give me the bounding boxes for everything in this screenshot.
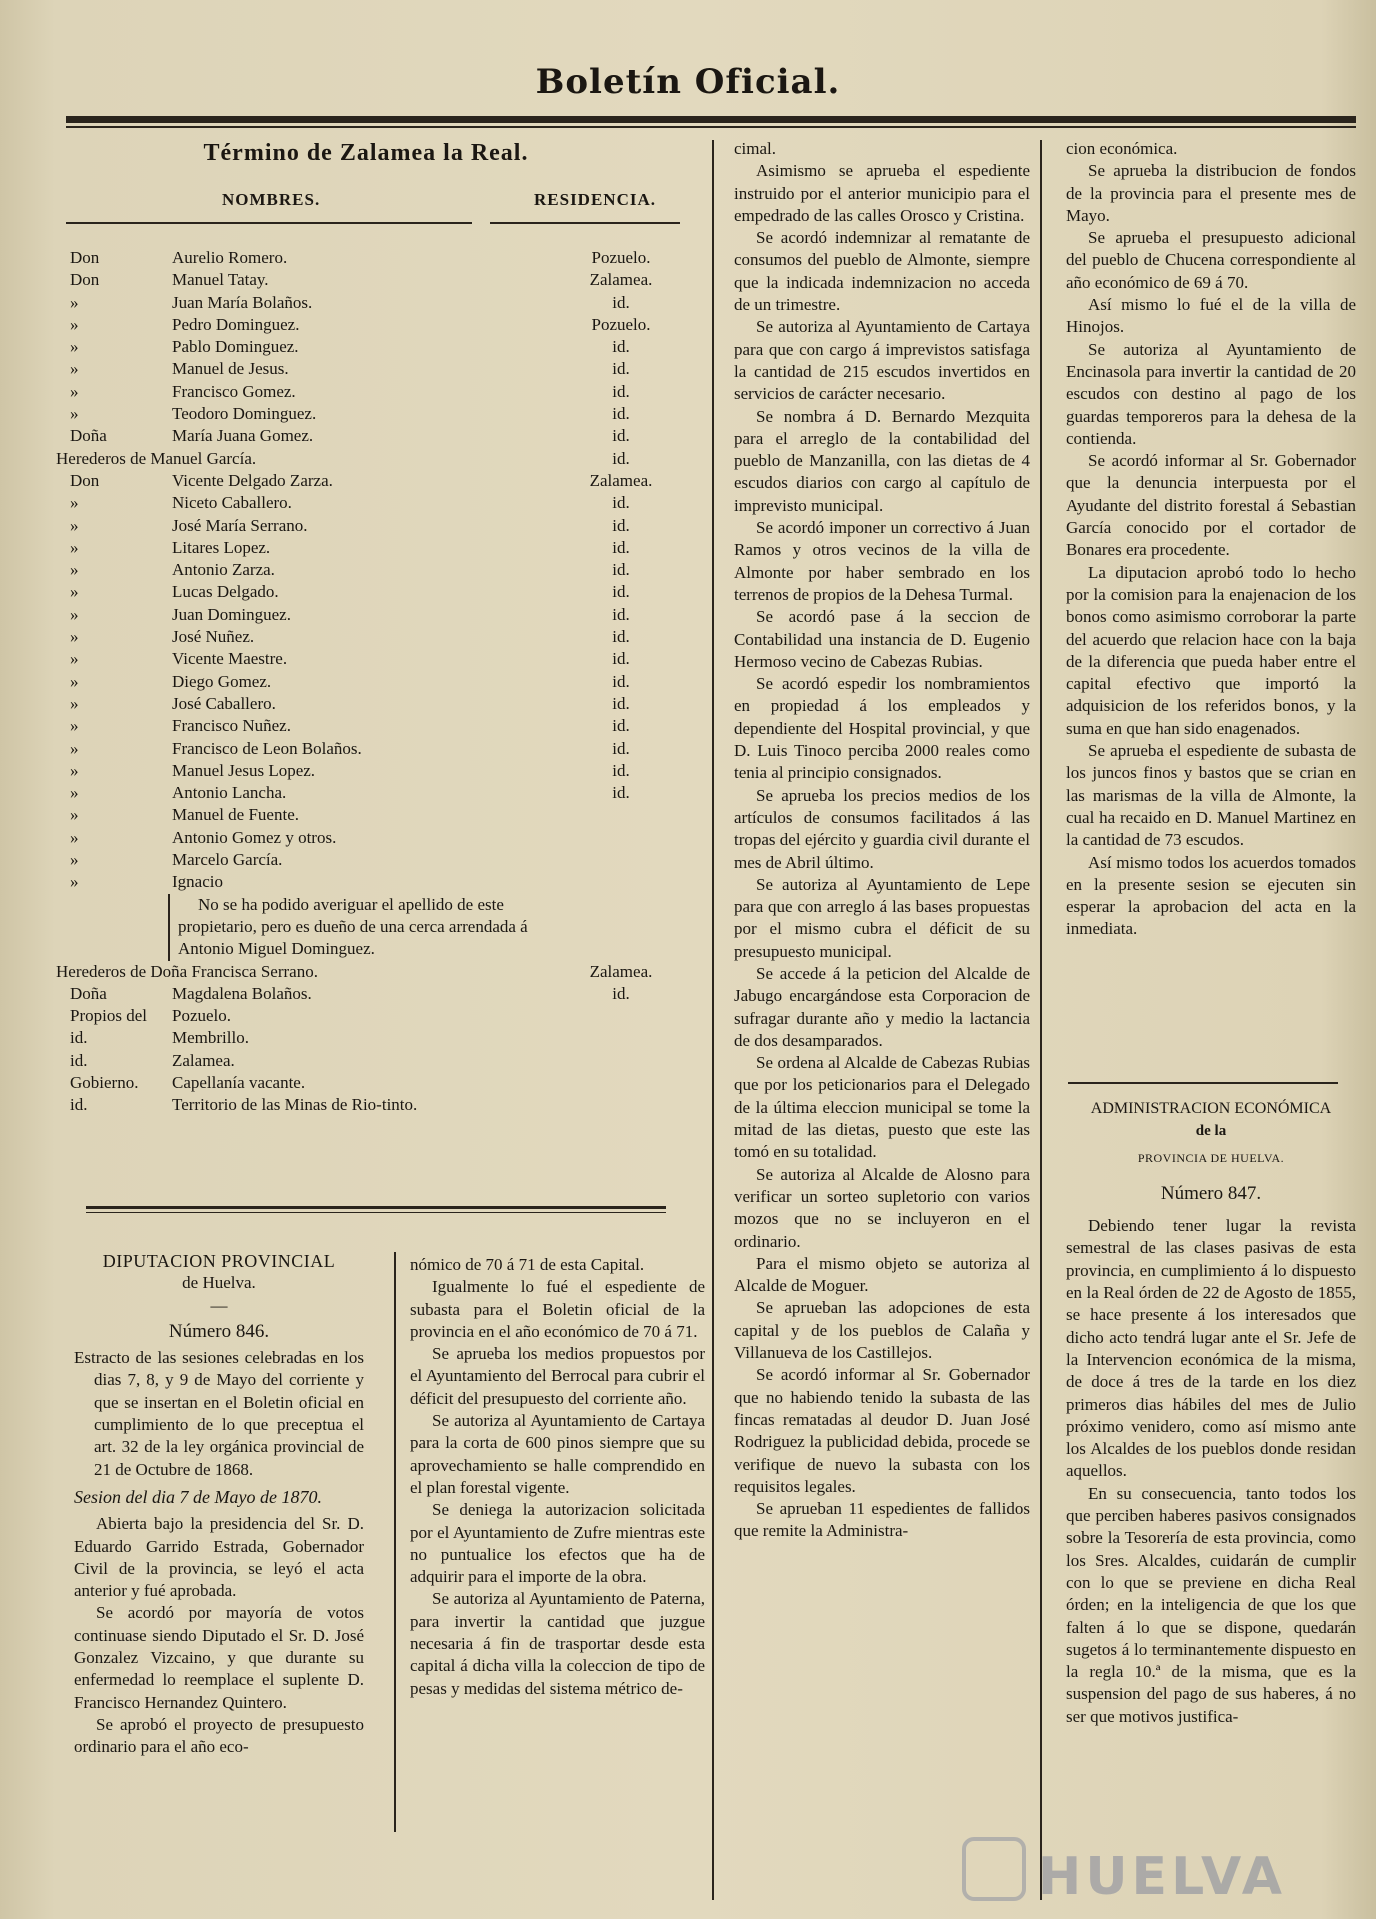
owner-residence: id.	[612, 359, 630, 379]
owner-row	[56, 1027, 696, 1049]
owner-name: Pozuelo.	[172, 1006, 232, 1026]
owner-row	[56, 693, 696, 715]
owner-full: Herederos de Doña Francisca Serrano.	[56, 961, 318, 981]
owner-row	[56, 269, 696, 291]
owner-name: Vicente Delgado Zarza.	[172, 470, 333, 490]
owner-title: Propios del	[70, 1006, 147, 1026]
owner-row	[56, 1094, 696, 1116]
paragraph: Se acordó pase á la seccion de Contabilidad una instancia de D. Eugenio Hermoso vecino de Cabezas Rubias.	[734, 607, 1030, 671]
owner-name: Zalamea.	[172, 1050, 235, 1070]
paragraph: Se autoriza al Ayuntamiento de Encinasola para invertir la cantidad de 20 escudos con destino al pago de los guardas temporeros para la dehesa de la contienda.	[1066, 339, 1356, 448]
paragraph: Se acordó imponer un correctivo á Juan Ramos y otros vecinos de la villa de Almonte por haber sembrado en los terrenos de propios de la Dehesa Turmal.	[734, 518, 1030, 604]
paragraph: Se ordena al Alcalde de Cabezas Rubias que por los peticionarios para el Delegado de la última eleccion municipal se tome la mitad de las dietas, puesto que este las tomó en su totalidad.	[734, 1053, 1030, 1162]
owner-title: Doña	[70, 426, 107, 446]
library-stamp: HUELVA	[1037, 1847, 1286, 1907]
section-title: Término de Zalamea la Real.	[203, 140, 529, 166]
paragraph: Para el mismo objeto se autoriza al Alcalde de Moguer.	[734, 1253, 1030, 1296]
owner-name: José Caballero.	[172, 693, 276, 713]
owner-title: »	[70, 738, 79, 758]
owner-row	[56, 336, 696, 358]
administracion-section	[1066, 1098, 1356, 1728]
owner-row	[56, 961, 696, 983]
owner-name: Membrillo.	[172, 1028, 249, 1048]
owner-row	[56, 804, 696, 826]
owner-name: Niceto Caballero.	[172, 493, 292, 513]
owner-name: Pablo Dominguez.	[172, 337, 299, 357]
paragraph: Debiendo tener lugar la revista semestral de las clases pasivas de esta provincia, en cumplimiento á lo dispuesto en la Real órden de 22 de Agosto de 1855, se hace presente á los interesados que dicho acto tendrá lugar ante el Sr. Jefe de la Intervencion económica de la misma, de doce á tres de la tarde en los diez primeros dias hábiles del mes de Julio próximo venidero, como así mismo ante los Alcaldes de los pueblos donde residan aquellos.	[1066, 1216, 1356, 1481]
owner-name: Francisco Nuñez.	[172, 716, 291, 736]
owner-row	[56, 515, 696, 537]
owner-title: »	[70, 671, 79, 691]
owner-title: Gobierno.	[70, 1072, 139, 1092]
paragraph: Abierta bajo la presidencia del Sr. D. Eduardo Garrido Estrada, Gobernador Civil de la provincia, se leyó el acta anterior y fué aprobada.	[74, 1514, 364, 1601]
owner-residence: id.	[612, 671, 630, 691]
owner-title: »	[70, 381, 79, 401]
owner-name: Francisco Gomez.	[172, 381, 296, 401]
owner-residence: id.	[612, 627, 630, 647]
paragraph: Se acordó por mayoría de votos continuase siendo Diputado el Sr. D. José Gonzalez Vizcaino, y que durante su enfermedad lo reemplace el suplente D. Francisco Hernandez Quintero.	[74, 1603, 364, 1712]
paragraph: cimal.	[734, 139, 777, 158]
diputacion-column-1	[74, 1250, 364, 1759]
owner-title: »	[70, 827, 79, 847]
owner-name: Lucas Delgado.	[172, 582, 279, 602]
owner-row	[56, 604, 696, 626]
paragraph: Se aprueba el presupuesto adicional del pueblo de Chucena correspondiente al año económico de 69 á 70.	[1066, 228, 1356, 292]
owner-title: »	[70, 604, 79, 624]
owner-row	[56, 849, 696, 871]
paragraph: Se acordó informar al Sr. Gobernador que la denuncia interpuesta por el Ayudante del distrito forestal á Sebastian García conocido por el cortador de Bonares era procedente.	[1066, 451, 1356, 560]
owner-row	[56, 247, 696, 269]
paragraph: cion económica.	[1066, 139, 1178, 158]
owner-row	[56, 738, 696, 760]
owner-row	[56, 715, 696, 737]
owner-row	[56, 626, 696, 648]
paragraph: Así mismo lo fué el de la villa de Hinojos.	[1066, 295, 1356, 337]
owner-residence: id.	[612, 493, 630, 513]
notice-number: Número 846.	[168, 1320, 270, 1342]
owner-name: Antonio Lancha.	[172, 783, 287, 803]
owner-name: Antonio Zarza.	[172, 560, 275, 580]
owner-row	[56, 381, 696, 403]
owner-row	[56, 470, 696, 492]
owner-residence: id.	[612, 292, 630, 312]
owner-title: »	[70, 314, 79, 334]
paragraph: Se aprueba los precios medios de los artículos de consumos facilitados á las tropas del ejército y guardia civil durante el mes de Abril último.	[734, 785, 1030, 872]
paragraph: Se autoriza al Ayuntamiento de Cartaya para que con cargo á imprevistos satisfaga la cantidad de 215 escudos invertidos en servicios de carácter necesario.	[734, 317, 1030, 404]
owner-row	[56, 403, 696, 425]
owner-title: »	[70, 292, 79, 312]
section-separator	[86, 1206, 666, 1209]
paragraph: Se autoriza al Ayuntamiento de Paterna, para invertir la cantidad que juzgue necesaria á fin de trasportar desde esta capital á dicha villa la coleccion de tipo de pesas y medidas del sistema métrico de-	[410, 1589, 705, 1698]
diputacion-subheading: de Huelva.	[182, 1273, 256, 1293]
section-separator	[1068, 1082, 1338, 1084]
owners-list	[56, 247, 696, 1117]
owner-row	[56, 581, 696, 603]
paragraph: Se aprueban 11 espedientes de fallidos que remite la Administra-	[734, 1499, 1030, 1541]
owner-row	[56, 448, 696, 470]
owner-title: »	[70, 515, 79, 535]
paragraph: Se aprobó el proyecto de presupuesto ordinario para el año eco-	[74, 1714, 364, 1757]
owner-residence: Zalamea.	[589, 961, 653, 981]
owner-residence: Zalamea.	[589, 270, 653, 290]
masthead-title: Boletín Oficial.	[535, 62, 841, 102]
diputacion-heading: DIPUTACION PROVINCIAL	[102, 1251, 336, 1271]
owner-title: »	[70, 805, 79, 825]
owner-row	[56, 983, 696, 1005]
owner-title: Don	[70, 470, 100, 490]
masthead-rule-thin	[66, 126, 1356, 128]
owner-residence: id.	[612, 381, 630, 401]
owner-name: Vicente Maestre.	[172, 649, 288, 669]
owner-residence: id.	[612, 983, 630, 1003]
owner-residence: id.	[612, 783, 630, 803]
owner-row	[56, 827, 696, 849]
owner-name: Marcelo García.	[172, 850, 283, 870]
owner-name: Magdalena Bolaños.	[172, 983, 312, 1003]
owner-title: »	[70, 560, 79, 580]
owner-row	[56, 559, 696, 581]
administracion-of: de la	[1195, 1123, 1227, 1140]
owner-full: Herederos de Manuel García.	[56, 448, 257, 468]
owner-name: Teodoro Dominguez.	[172, 404, 317, 424]
owner-row	[56, 292, 696, 314]
paragraph: Se acordó indemnizar al rematante de consumos del pueblo de Almonte, siempre que la indicada indemnizacion no acceda de un trimestre.	[734, 228, 1030, 315]
paragraph: Así mismo todos los acuerdos tomados en la presente sesion se ejecuten sin esperar la aprobacion del acta en la inmediata.	[1066, 852, 1356, 939]
paragraph: Se autoriza al Ayuntamiento de Cartaya para la corta de 600 pinos siempre que su aprovechamiento se halle comprendido en el plan forestal vigente.	[410, 1411, 705, 1497]
section-separator	[86, 1212, 666, 1213]
paragraph: Se deniega la autorizacion solicitada por el Ayuntamiento de Zufre mientras este no puntualice los efectos que ha de adquirir para el importe de la obra.	[410, 1500, 705, 1587]
owner-name: Ignacio	[172, 872, 223, 892]
owner-residence: id.	[612, 604, 630, 624]
paragraph: Asimismo se aprueba el espediente instruido por el anterior municipio para el empedrado de las calles Orosco y Cristina.	[734, 161, 1030, 225]
header-underline	[490, 222, 680, 224]
paragraph: Se accede á la peticion del Alcalde de Jabugo encargándose esta Corporacion de sufragar durante año y medio la lactancia de dos desamparados.	[734, 963, 1030, 1050]
owner-title: »	[70, 760, 79, 780]
owner-title: »	[70, 649, 79, 669]
notice-number: Número 847.	[1160, 1182, 1262, 1204]
owner-residence: id.	[612, 716, 630, 736]
owner-row	[56, 1005, 696, 1027]
owner-residence: id.	[612, 537, 630, 557]
library-stamp-icon	[962, 1837, 1026, 1901]
administracion-province: PROVINCIA DE HUELVA.	[1137, 1150, 1285, 1165]
owner-residence: Pozuelo.	[591, 314, 651, 334]
owner-title: »	[70, 582, 79, 602]
paragraph: En su consecuencia, tanto todos los que perciben haberes pasivos consignados sobre la Tesorería de esta provincia, como los Sres. Alcaldes, cuidarán de cumplir con lo que se previene en dicha Real órden; en la inteligencia de que los que falten á lo que se dispone, quedarán sugetos á lo terminantemente dispuesto en la regla 10.ª de la misma, que es la suspension del pago de sus haberes, á no ser que motivos justifica-	[1066, 1483, 1356, 1726]
paragraph: Se aprueba los medios propuestos por el Ayuntamiento del Berrocal para cubrir el déficit del presupuesto del corriente año.	[410, 1344, 705, 1408]
owner-residence: Zalamea.	[589, 470, 653, 490]
owner-title: »	[70, 359, 79, 379]
owner-title: »	[70, 627, 79, 647]
owner-title: id.	[70, 1095, 88, 1115]
owner-row	[56, 671, 696, 693]
owner-title: »	[70, 716, 79, 736]
column-divider	[712, 140, 714, 1900]
paragraph: Se acordó informar al Sr. Gobernador que no habiendo tenido la subasta de las fincas rematadas al deudor D. Juan José Rodriguez la publicidad debida, procede se verifique de nuevo la subasta con los requisitos legales.	[734, 1365, 1030, 1496]
owner-title: »	[70, 404, 79, 424]
owner-title: Don	[70, 248, 100, 267]
owner-name: Manuel de Jesus.	[172, 359, 289, 379]
owner-name: Juan Dominguez.	[172, 604, 291, 624]
owner-row	[56, 871, 696, 893]
owner-name: Juan María Bolaños.	[172, 292, 313, 312]
dash: —	[210, 1295, 228, 1315]
owner-name: Capellanía vacante.	[172, 1072, 306, 1092]
owner-title: »	[70, 493, 79, 513]
owner-row	[56, 358, 696, 380]
owner-residence: id.	[612, 649, 630, 669]
owner-row	[56, 1072, 696, 1094]
owner-residence: Pozuelo.	[591, 248, 651, 267]
owner-name: Manuel Tatay.	[172, 270, 269, 290]
column-header-names: NOMBRES.	[222, 190, 321, 209]
paragraph: La diputacion aprobó todo lo hecho por la comision para la enajenacion de los bonos como asimismo corroborar la parte del acuerdo que relacion hace con la baja de la diferencia que pueda haber entre el capital efectivo que importó la adquisicion de los referidos bonos, y la suma en que han sido enagenados.	[1066, 562, 1356, 738]
paragraph: Se acordó espedir los nombramientos en propiedad á los empleados y dependiente del Hospital provincial, y que D. Luis Tinoco perciba 2000 reales como tenia al principio consignados.	[734, 674, 1030, 783]
owner-row	[56, 537, 696, 559]
diputacion-column-2	[410, 1254, 705, 1700]
owner-title: »	[70, 872, 79, 892]
owner-row	[56, 314, 696, 336]
owner-name: José María Serrano.	[172, 515, 308, 535]
owner-name: Diego Gomez.	[172, 671, 272, 691]
owner-title: »	[70, 693, 79, 713]
owner-residence: id.	[612, 404, 630, 424]
extract-text: Estracto de las sesiones celebradas en los dias 7, 8, y 9 de Mayo del corriente y que se insertan en el Boletin oficial en cumplimiento de lo que preceptua el art. 32 de la ley orgánica provincial de 21 de Octubre de 1868.	[74, 1348, 364, 1479]
paragraph: Se aprueba la distribucion de fondos de la provincia para el presente mes de Mayo.	[1066, 161, 1356, 225]
session-title: Sesion del dia 7 de Mayo de 1870.	[74, 1486, 322, 1507]
owner-name: Territorio de las Minas de Rio-tinto.	[172, 1095, 418, 1115]
owner-name: Antonio Gomez y otros.	[172, 827, 337, 847]
owner-row	[56, 425, 696, 447]
owner-residence: id.	[612, 337, 630, 357]
column-header-residence: RESIDENCIA.	[534, 190, 656, 209]
owner-row	[56, 760, 696, 782]
paragraph: Se nombra á D. Bernardo Mezquita para el arreglo de la contabilidad del pueblo de Manzanilla, con las dietas de 4 escudos diarios con cargo al capítulo de imprevisto municipal.	[734, 406, 1030, 515]
owner-note: No se ha podido averiguar el apellido de este propietario, pero es dueño de una cerca arrendada á Antonio Miguel Dominguez.	[168, 894, 538, 961]
owner-row	[56, 1050, 696, 1072]
header-underline	[66, 222, 472, 224]
owner-row	[56, 648, 696, 670]
owner-title: »	[70, 850, 79, 870]
masthead-rule	[66, 116, 1356, 123]
owner-title: »	[70, 537, 79, 557]
diputacion-column-4	[1066, 138, 1356, 941]
paragraph: Se autoriza al Ayuntamiento de Lepe para que con arreglo á las bases propuestas por el mismo cubra el déficit de su presupuesto municipal.	[734, 874, 1030, 961]
owner-residence: id.	[612, 515, 630, 535]
owner-name: Francisco de Leon Bolaños.	[172, 738, 362, 758]
owner-residence: id.	[612, 560, 630, 580]
paragraph: Se autoriza al Alcalde de Alosno para verificar un sorteo supletorio con varios mozos que no se incluyeron en el ordinario.	[734, 1164, 1030, 1251]
owner-name: Manuel de Fuente.	[172, 805, 299, 825]
owner-name: María Juana Gomez.	[172, 426, 314, 446]
column-divider	[1040, 140, 1042, 1900]
paragraph: Se aprueban las adopciones de esta capital y de los pueblos de Calaña y Villanueva de los Castillejos.	[734, 1298, 1030, 1363]
owner-name: Aurelio Romero.	[172, 248, 288, 267]
owner-row	[56, 492, 696, 514]
owner-residence: id.	[612, 760, 630, 780]
owner-row	[56, 782, 696, 804]
owner-name: José Nuñez.	[172, 627, 255, 647]
diputacion-column-3	[734, 138, 1030, 1543]
owner-title: id.	[70, 1050, 88, 1070]
owner-title: »	[70, 783, 79, 803]
owner-title: id.	[70, 1028, 88, 1048]
owner-residence: id.	[612, 738, 630, 758]
paragraph: nómico de 70 á 71 de esta Capital.	[410, 1255, 645, 1274]
column-divider	[394, 1252, 396, 1832]
owner-title: Doña	[70, 983, 107, 1003]
owner-residence: id.	[612, 426, 630, 446]
owner-residence: id.	[612, 448, 630, 468]
paragraph: Se aprueba el espediente de subasta de los juncos finos y bastos que se crian en las marismas de la villa de Almonte, la cual ha recaido en D. Manuel Martinez en la cantidad de 73 escudos.	[1066, 741, 1356, 850]
owner-title: »	[70, 337, 79, 357]
owner-residence: id.	[612, 582, 630, 602]
administracion-heading: ADMINISTRACION ECONÓMICA	[1090, 1100, 1332, 1117]
owner-residence: id.	[612, 693, 630, 713]
owner-name: Litares Lopez.	[172, 537, 271, 557]
paragraph: Igualmente lo fué el espediente de subasta para el Boletin oficial de la provincia en el año económico de 70 á 71.	[410, 1277, 705, 1341]
owner-title: Don	[70, 270, 100, 290]
owner-name: Manuel Jesus Lopez.	[172, 760, 316, 780]
owner-name: Pedro Dominguez.	[172, 314, 300, 334]
